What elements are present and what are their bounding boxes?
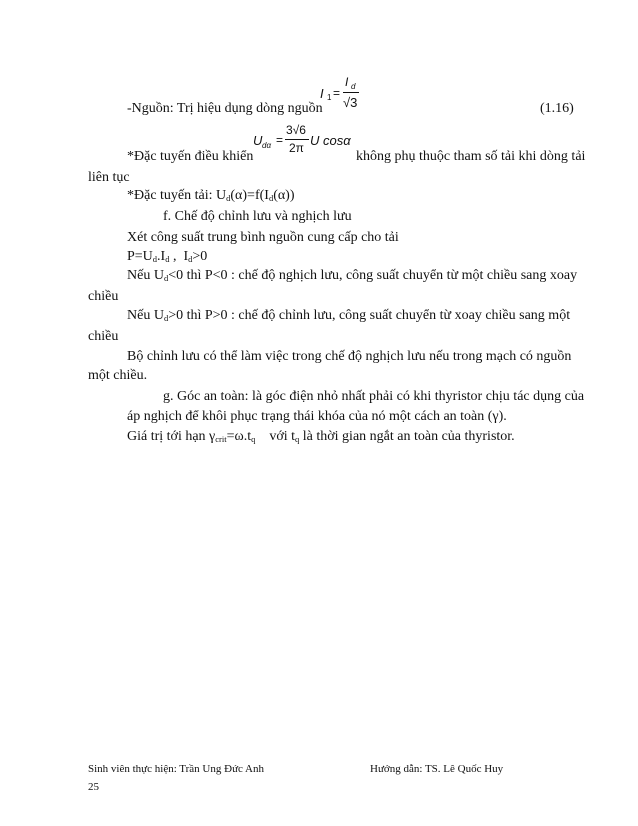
eq-equals: = xyxy=(333,86,341,100)
power-intro: Xét công suất trung bình nguồn cung cấp cho tải xyxy=(127,230,399,245)
footer-student: Sinh viên thực hiện: Trần Ung Đức Anh xyxy=(88,763,265,775)
eq-v-fraction-bar xyxy=(285,139,309,140)
section-f-heading: f. Chế độ chỉnh lưu và nghịch lưu xyxy=(163,209,352,224)
eq-v-den: 2π xyxy=(289,141,304,155)
eq-lhs: I xyxy=(320,86,324,101)
rectifier-mode-wrap: chiều xyxy=(88,329,119,344)
inverter-mode-wrap: chiều xyxy=(88,289,119,304)
eq-voltage-wrap: liên tục xyxy=(88,170,130,185)
footer-advisor: Hướng dẫn: TS. Lê Quốc Huy xyxy=(370,763,504,775)
section-g-heading: g. Góc an toàn: là góc điện nhỏ nhất phải có khi thyristor chịu tác dụng của xyxy=(163,389,585,404)
eq-number: (1.16) xyxy=(540,101,574,116)
eq-num: I xyxy=(345,75,349,89)
load-characteristic: *Đặc tuyến tải: $U_d(\alpha)=f(I_d(\alpha))$ xyxy=(127,188,295,203)
eq-num-sub: d xyxy=(351,82,356,91)
eq-v-lhs: U xyxy=(253,133,263,148)
rectifier-mode-line: Nếu $U_d>0$ thì P>0 : chế độ chỉnh lưu, công suất chuyển từ xoay chiều sang một xyxy=(127,308,571,323)
note-line: Bộ chỉnh lưu có thể làm việc trong chế độ nghịch lưu nếu trong mạch có nguồn xyxy=(127,349,572,364)
page-number: 25 xyxy=(88,781,99,793)
eq-v-equals: = xyxy=(276,133,284,147)
eq-v-lhs-sub: dα xyxy=(262,141,272,150)
eq-current-label: -Nguồn: Trị hiệu dụng dòng nguồn xyxy=(127,101,323,116)
power-formula: $P=U_d.I_d$ , $I_d>0$ xyxy=(127,249,208,264)
eq-v-rhs: U cosα xyxy=(310,133,351,148)
eq-den: √3 xyxy=(343,95,358,110)
eq-voltage-after: không phụ thuộc tham số tải khi dòng tải xyxy=(356,149,586,164)
section-g-wrap: áp nghịch để khôi phục trạng thái khóa của nó một cách an toàn (γ). xyxy=(127,409,507,424)
eq-v-num: 3√6 xyxy=(286,123,306,137)
eq-lhs-sub: 1 xyxy=(327,93,332,102)
limit-line: Giá trị tới hạn $\gamma_{crit}=\omega.t_q$ với $t_q$ là thời gian ngắt an toàn của thyristor. xyxy=(127,429,515,444)
inverter-mode-line: Nếu $U_d<0$ thì P<0 : chế độ nghịch lưu, công suất chuyển từ một chiều sang xoay xyxy=(127,268,578,283)
note-wrap: một chiều. xyxy=(88,368,148,383)
eq-voltage-label: *Đặc tuyến điều khiển xyxy=(127,149,254,164)
eq-fraction-bar xyxy=(343,92,359,93)
